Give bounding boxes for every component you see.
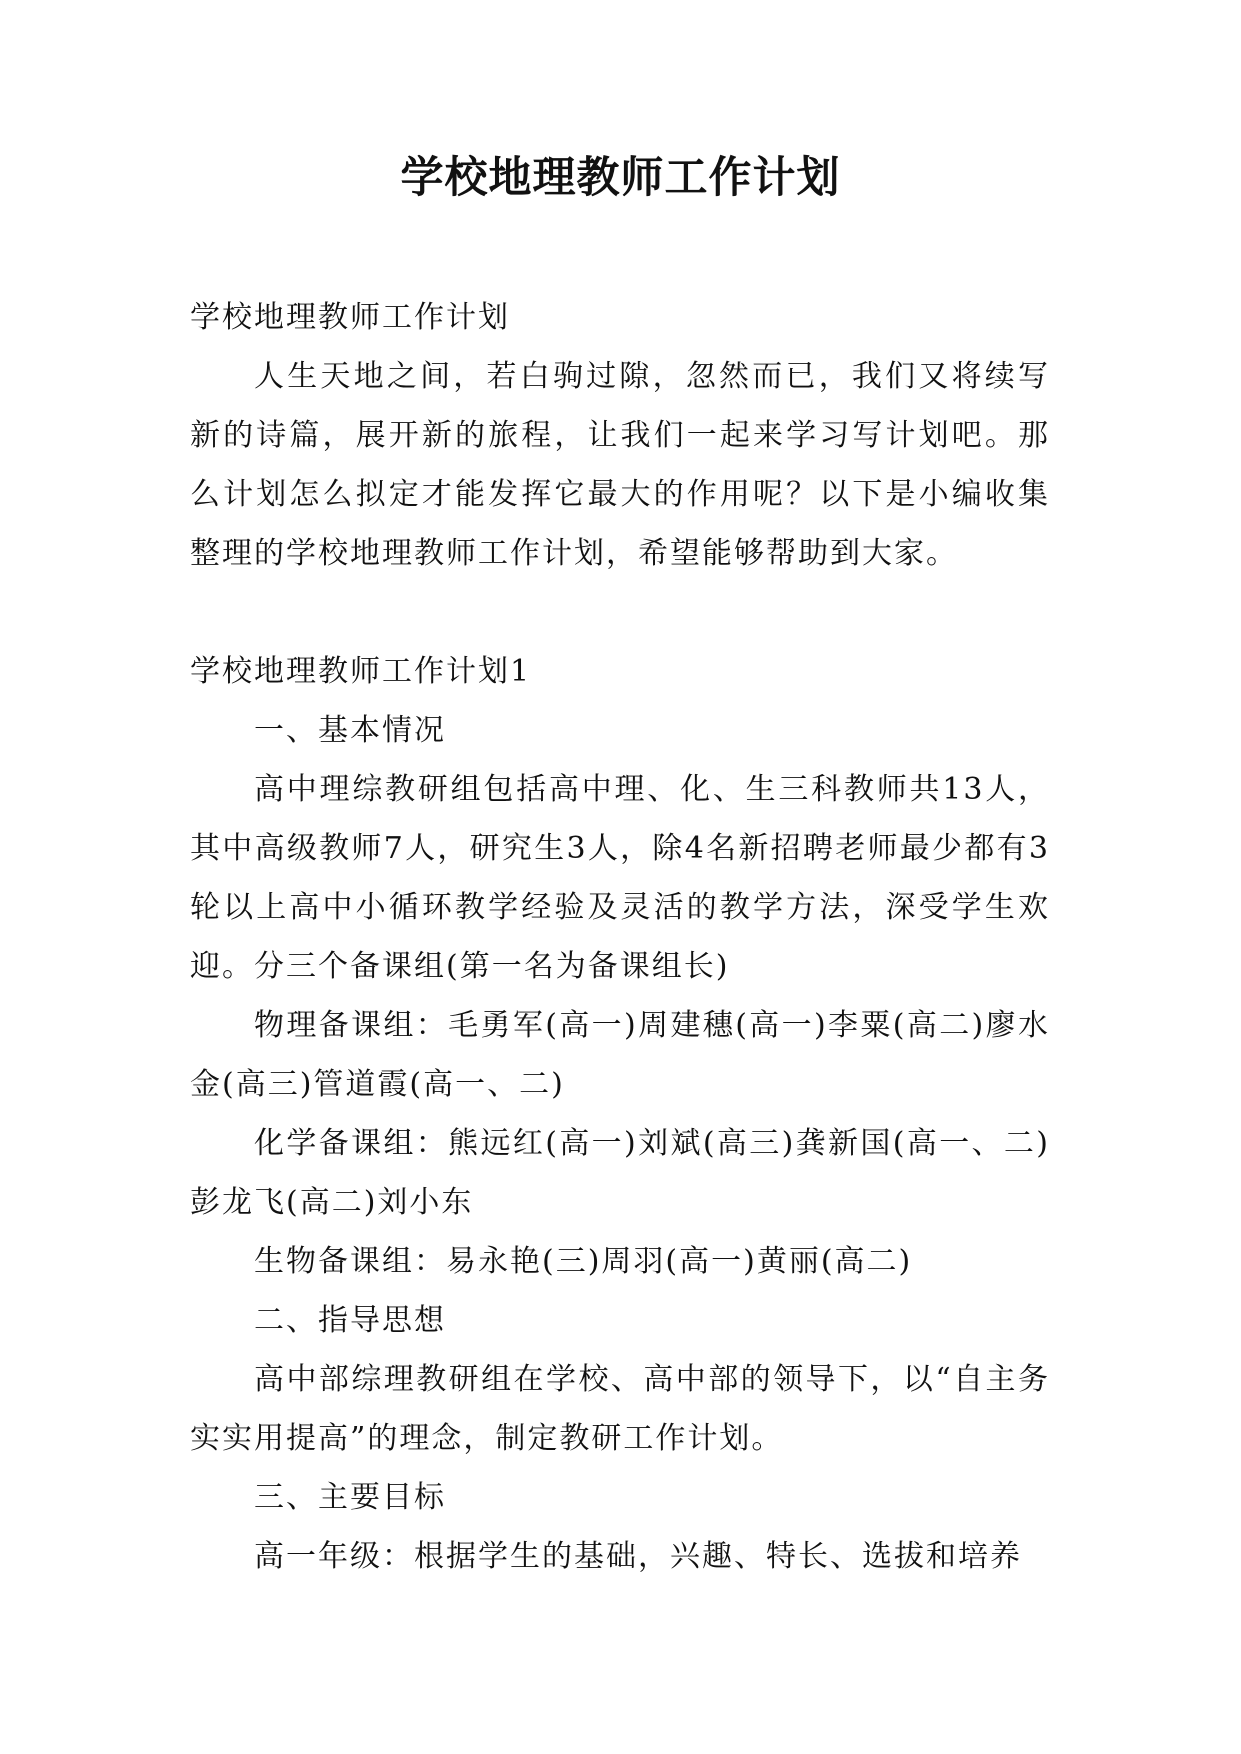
paragraph-biology-group: 生物备课组：易永艳(三)周羽(高一)黄丽(高二) bbox=[254, 1244, 913, 1279]
section-title: 学校地理教师工作计划1 bbox=[190, 654, 532, 689]
heading-basic-situation: 一、基本情况 bbox=[254, 713, 446, 748]
intro-paragraph: 人生天地之间，若白驹过隙，忽然而已，我们又将续写新的诗篇，展开新的旅程，让我们一起来学习写计划吧。那么计划怎么拟定才能发挥它最大的作用呢？以下是小编收集整理的学校地理教师工作计划，希望能够帮助到大家。 bbox=[190, 359, 1050, 571]
subtitle-line: 学校地理教师工作计划 bbox=[190, 300, 510, 335]
paragraph-grade-one-goals: 高一年级：根据学生的基础，兴趣、特长、选拔和培养 bbox=[254, 1539, 1022, 1574]
paragraph-spacer bbox=[190, 583, 1050, 642]
paragraph-guiding-ideology: 高中部综理教研组在学校、高中部的领导下，以“自主务实实用提高”的理念，制定教研工作计划。 bbox=[190, 1362, 1050, 1456]
heading-guiding-ideology: 二、指导思想 bbox=[254, 1303, 446, 1338]
heading-main-goals: 三、主要目标 bbox=[254, 1480, 446, 1515]
paragraph-physics-group: 物理备课组：毛勇军(高一)周建穗(高一)李粟(高二)廖水金(高三)管道霞(高一、二) bbox=[190, 1008, 1050, 1102]
paragraph-staff-overview: 高中理综教研组包括高中理、化、生三科教师共13人，其中高级教师7人，研究生3人，除4名新招聘老师最少都有3轮以上高中小循环教学经验及灵活的教学方法，深受学生欢迎。分三个备课组(第一名为备课组长) bbox=[190, 772, 1050, 984]
paragraph-chemistry-group: 化学备课组：熊远红(高一)刘斌(高三)龚新国(高一、二)彭龙飞(高二)刘小东 bbox=[190, 1126, 1050, 1220]
document-title: 学校地理教师工作计划 bbox=[400, 153, 841, 203]
document-body bbox=[190, 288, 1050, 1586]
